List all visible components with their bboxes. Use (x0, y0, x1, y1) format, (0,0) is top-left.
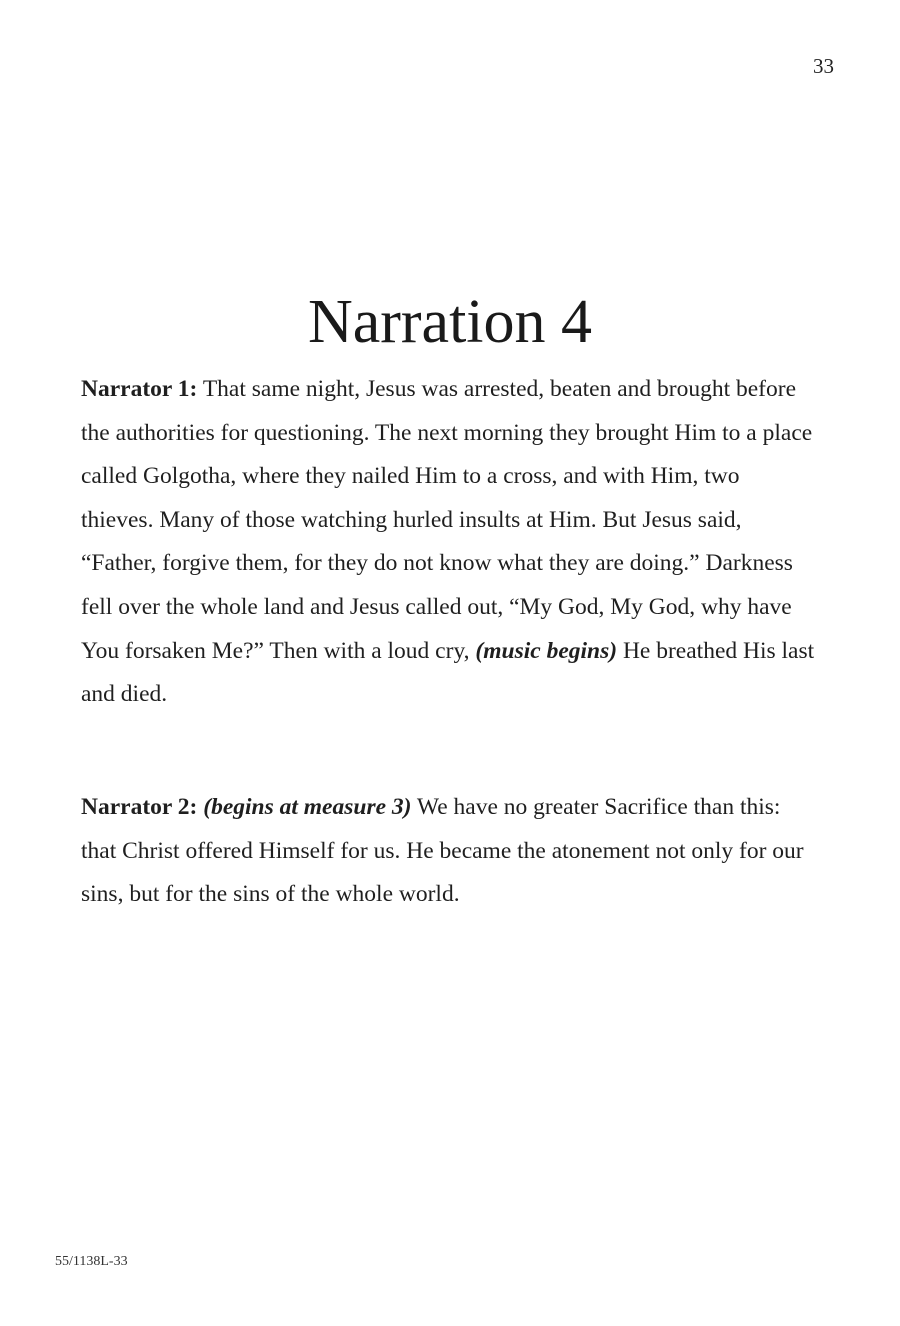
music-cue: (music begins) (475, 637, 618, 664)
footer-code: 55/1138L-33 (55, 1254, 128, 1269)
narration-1-paragraph (81, 368, 816, 717)
page-title: Narration 4 (307, 288, 593, 356)
narrator-2-label: Narrator 2: (81, 794, 198, 820)
page-number: 33 (813, 54, 834, 78)
narration-2-text: We have no greater Sacrifice than this: that Christ offered Himself for us. He became the atonement not only for our sins, but for the sins of the whole world. (81, 794, 804, 908)
narrator-1-label: Narrator 1: (81, 376, 198, 402)
narration-2-paragraph (81, 786, 816, 917)
narration-1-text: That same night, Jesus was arrested, beaten and brought before the authorities for questioning. The next morning they brought Him to a place called Golgotha, where they nailed Him to a cross, and with Him, two thieves. Many of those watching hurled insults at Him. But Jesus said, “Father, forgive them, for they do not know what they are doing.” Darkness fell over the whole land and Jesus called out, “My God, My God, why have You forsaken Me?” Then with a loud cry, (81, 376, 813, 664)
measure-cue: (begins at measure 3) (197, 794, 412, 820)
narration-1-text-end: He breathed His last and died. (81, 637, 815, 708)
